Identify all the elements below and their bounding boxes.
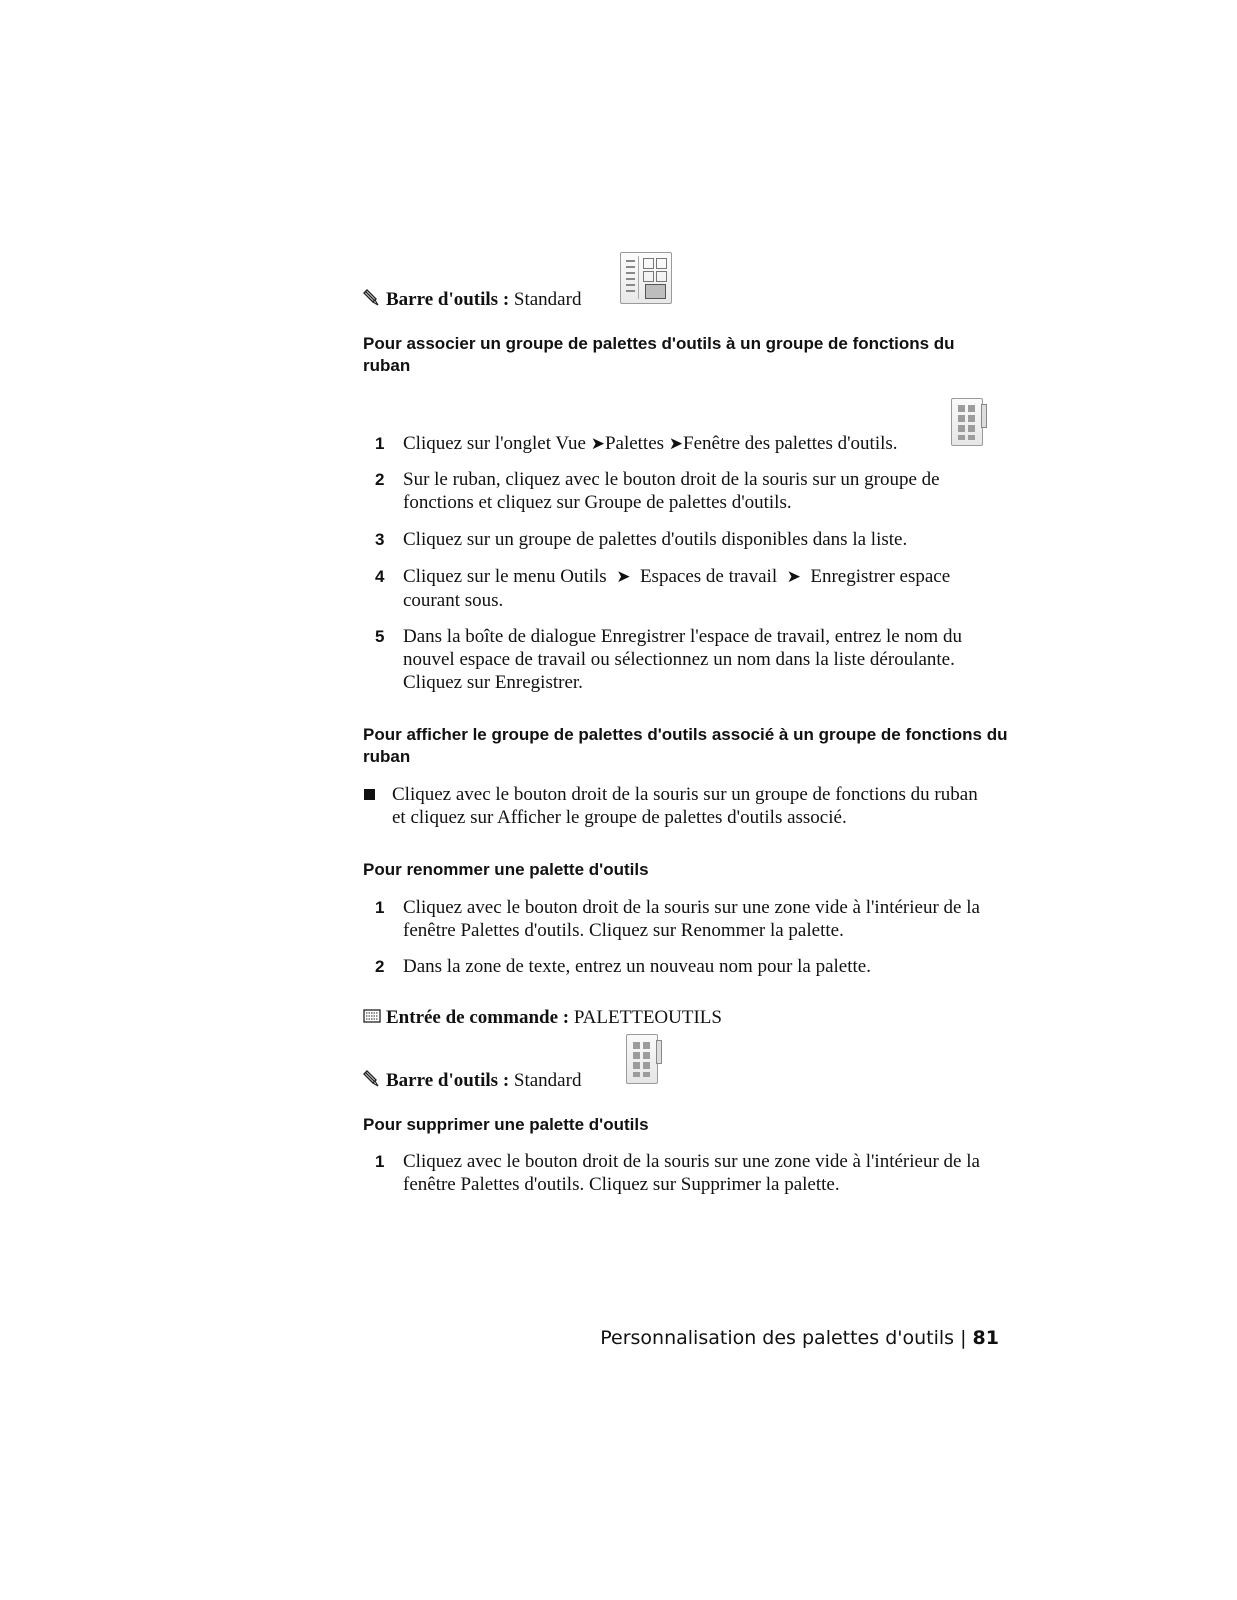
toolbar-value: Standard [513,1070,582,1091]
step-number: 1 [375,434,385,453]
keyboard-icon [363,1008,381,1024]
tool-palettes-window-icon [620,252,672,304]
step-number: 3 [375,530,385,549]
step-number: 1 [375,898,385,917]
step-number: 1 [375,1152,385,1171]
arrow-right-icon: ➤ [590,434,605,454]
toolbar-label: Barre d'outils : [386,1070,510,1091]
command-value: PALETTEOUTILS [573,1007,722,1028]
tool-palettes-icon [951,398,985,446]
page-footer [600,1327,999,1349]
section-heading-rename: Pour renommer une palette d'outils [363,860,649,879]
step-number: 2 [375,957,385,976]
arrow-right-icon: ➤ [668,434,684,454]
page-number: 81 [972,1327,999,1349]
step-item: Sur le ruban, cliquez avec le bouton droit de la souris sur un groupe de fonctions et cliquez sur Groupe de palettes d'outils. [403,469,940,513]
step-number: 5 [375,627,385,646]
step-item: Cliquez sur le menu Outils ➤ Espaces de travail ➤ Enregistrer espace courant sous. [403,566,951,611]
step-number: 2 [375,470,385,489]
toolbar-pencil-icon [363,1070,381,1088]
arrow-right-icon: ➤ [616,567,631,587]
step-item: Cliquez avec le bouton droit de la souris sur une zone vide à l'intérieur de la fenêtre Palettes d'outils. Cliquez sur Renommer la palette. [403,897,980,941]
bullet-square-icon [364,789,375,800]
section-heading-associate: Pour associer un groupe de palettes d'outils à un groupe de fonctions du ruban [363,334,955,375]
step-item: Cliquez sur un groupe de palettes d'outils disponibles dans la liste. [403,529,908,550]
step-item: Cliquez avec le bouton droit de la souris sur une zone vide à l'intérieur de la fenêtre Palettes d'outils. Cliquez sur Supprimer la palette. [403,1151,980,1195]
toolbar-pencil-icon [363,289,381,307]
toolbar-value: Standard [513,289,582,310]
toolbar-label: Barre d'outils : [386,289,510,310]
footer-separator: | [960,1327,967,1349]
tool-palettes-icon [626,1034,662,1084]
command-label: Entrée de commande : [386,1007,570,1028]
step-item: Dans la boîte de dialogue Enregistrer l'espace de travail, entrez le nom du nouvel espace de travail ou sélectionnez un nom dans la liste déroulante. Cliquez sur Enregistrer. [403,626,962,693]
step-item: Cliquez sur l'onglet Vue ➤Palettes ➤Fenêtre des palettes d'outils. [403,433,898,454]
step-number: 4 [375,567,385,586]
step-item: Dans la zone de texte, entrez un nouveau nom pour la palette. [403,956,871,977]
section-heading-delete: Pour supprimer une palette d'outils [363,1115,649,1134]
bullet-item: Cliquez avec le bouton droit de la souris sur un groupe de fonctions du ruban et cliquez sur Afficher le groupe de palettes d'outils associé. [392,784,978,828]
section-heading-display: Pour afficher le groupe de palettes d'outils associé à un groupe de fonctions du ruban [363,725,1008,766]
arrow-right-icon: ➤ [786,567,801,587]
footer-title: Personnalisation des palettes d'outils [600,1327,955,1349]
